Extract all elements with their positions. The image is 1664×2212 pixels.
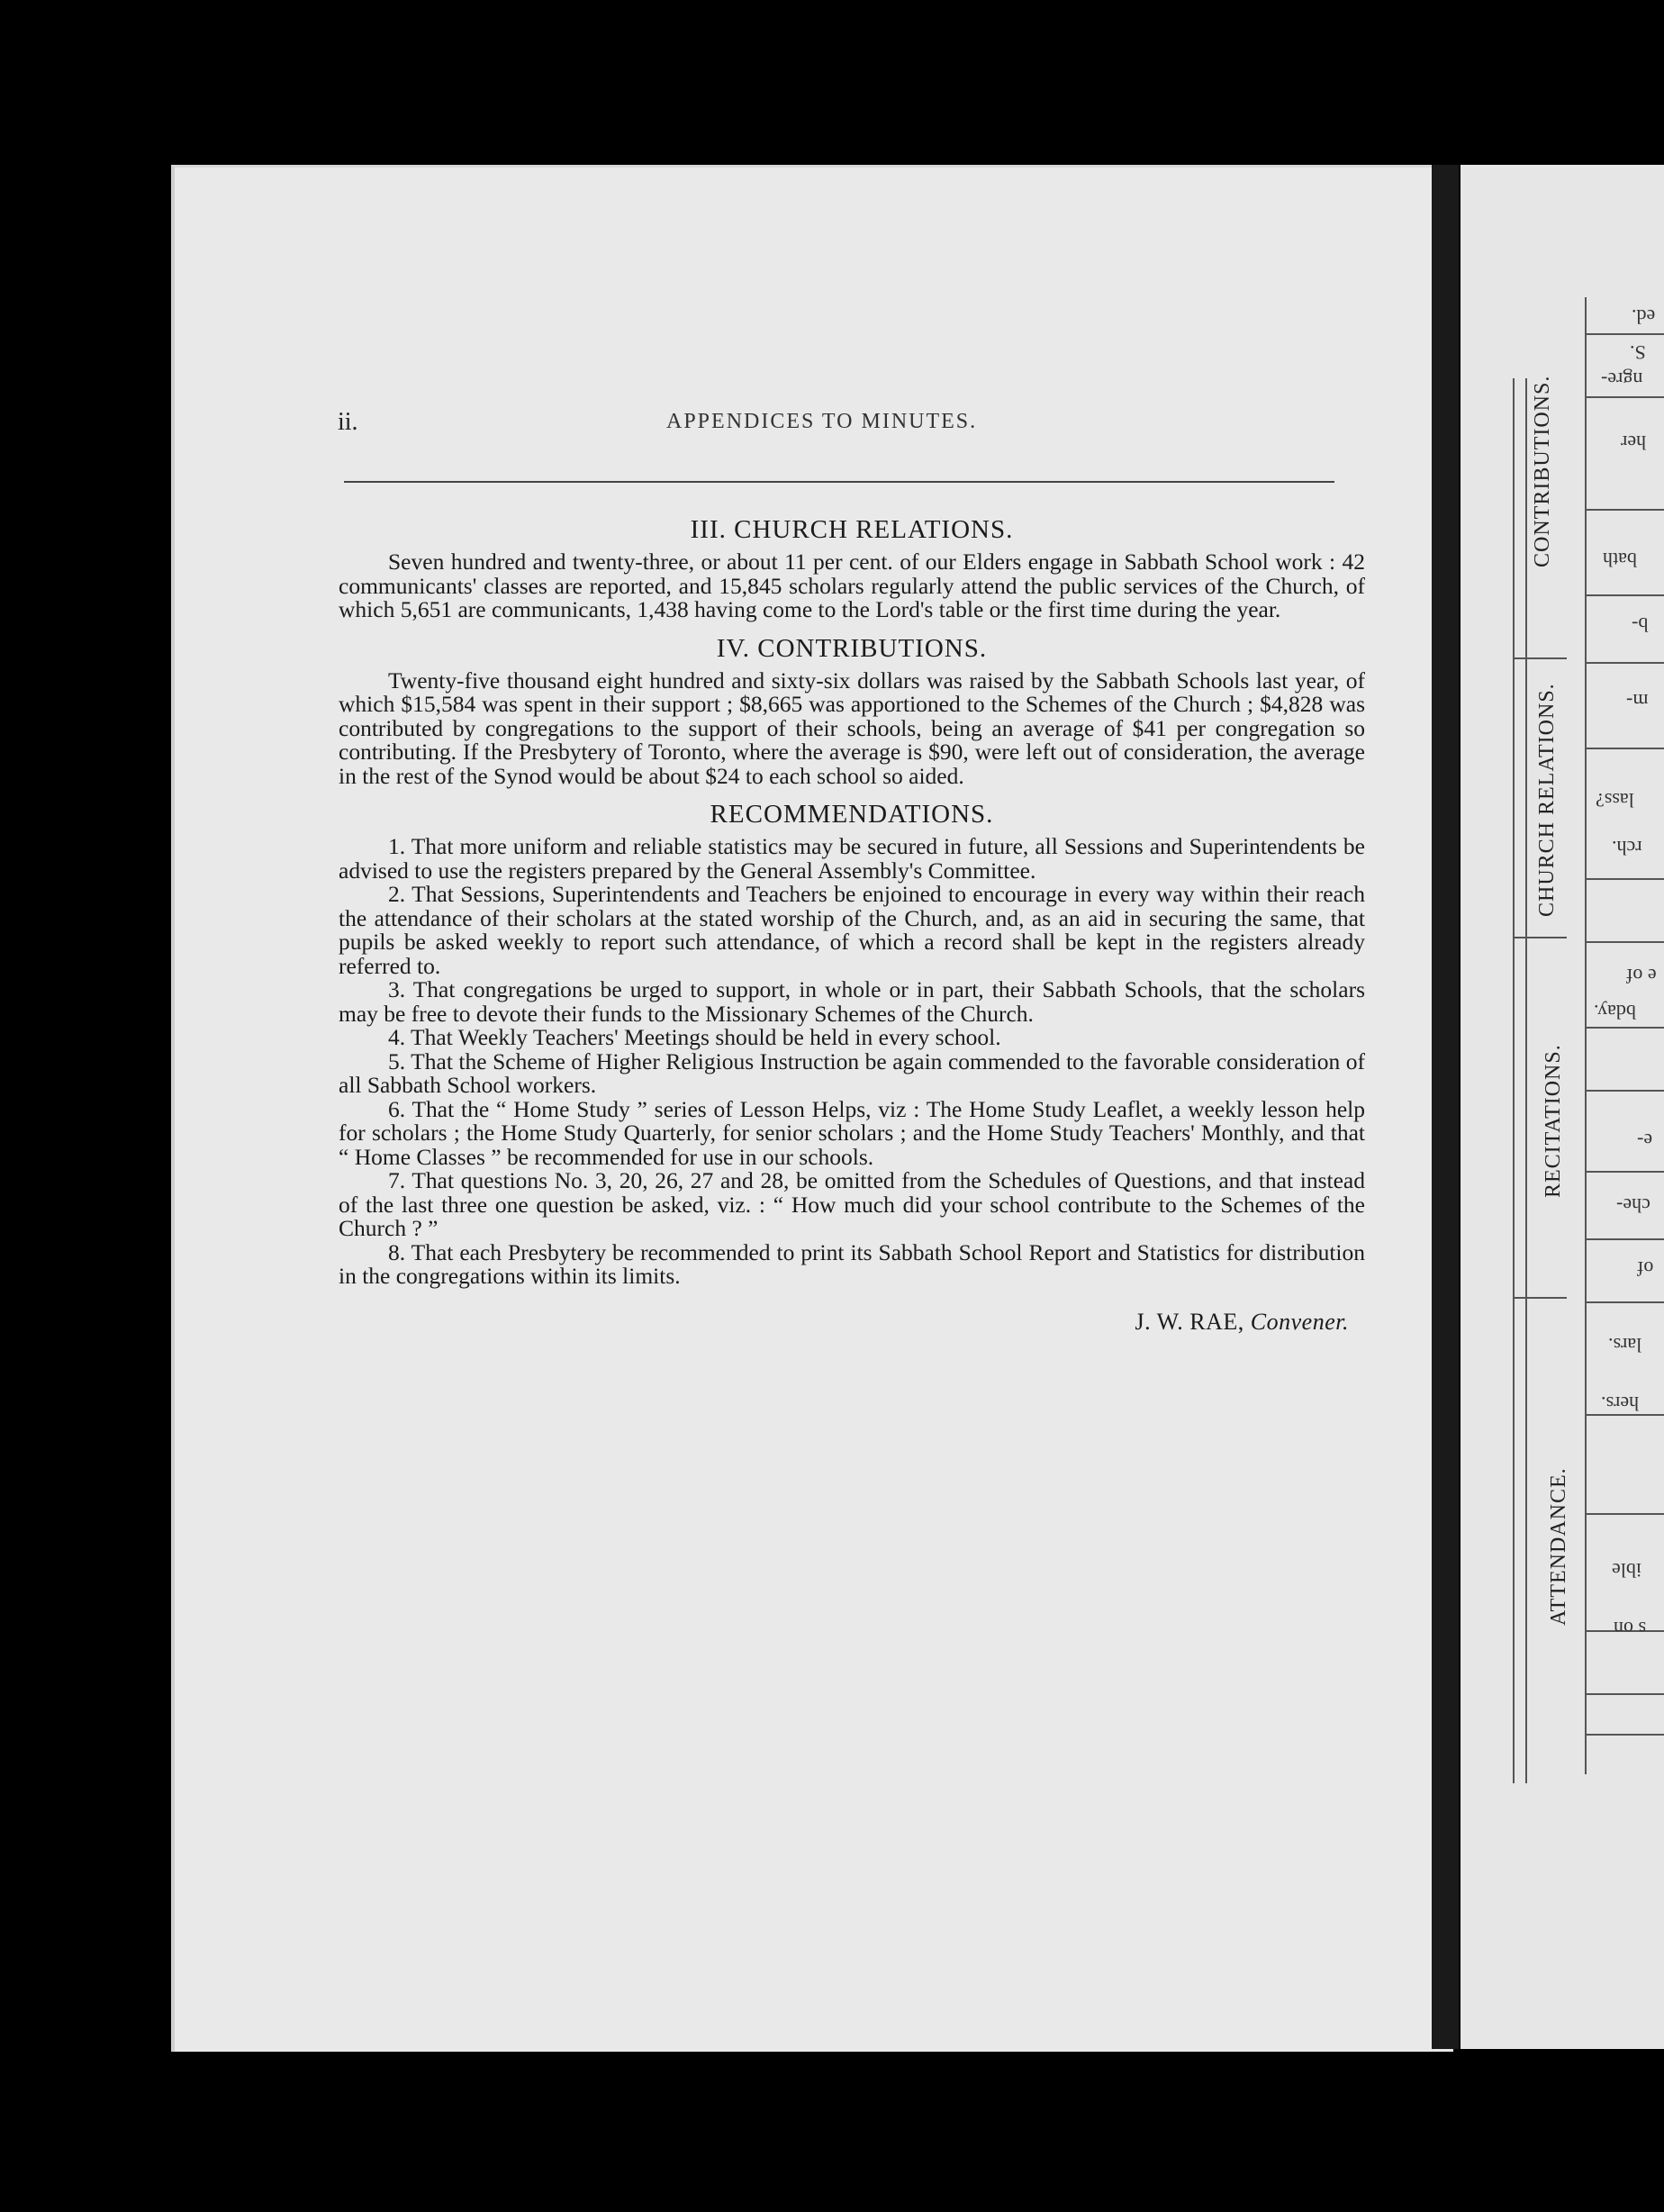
page-header xyxy=(180,408,1369,439)
facing-page-rule xyxy=(1585,396,1664,398)
facing-fragment: e of xyxy=(1626,965,1657,987)
facing-page-rule xyxy=(1585,1238,1664,1240)
facing-page-rule xyxy=(1585,1027,1664,1029)
contributions-title: IV. CONTRIBUTIONS. xyxy=(716,633,988,663)
facing-fragment: bath xyxy=(1603,548,1637,571)
facing-page-rule xyxy=(1513,657,1567,659)
facing-page-rule xyxy=(1585,748,1664,749)
facing-page-rule xyxy=(1585,1171,1664,1173)
facing-fragment: ngre- xyxy=(1601,368,1643,391)
facing-page-rule xyxy=(1585,1734,1664,1736)
facing-page-rule xyxy=(1585,1693,1664,1695)
recommendation-item: 1. That more uniform and reliable statistics may be secured in future, all Sessions and Superintendents be advised to use the registers prepared by the General Assembly's Committee. xyxy=(339,833,1365,884)
signature-name: J. W. RAE, xyxy=(1135,1308,1244,1335)
facing-page-rule xyxy=(1585,941,1664,943)
facing-fragment: hers. xyxy=(1601,1392,1640,1415)
church-relations-text: Seven hundred and twenty-three, or about 11 per cent. of our Elders engage in Sabbath School work : 42 communicants' classes are reported, and 15,845 scholars regularly attend the public services of the Church, of which 5,651 are communicants, 1,438 having come to the Lord's table or the first time during the year. xyxy=(339,548,1365,622)
facing-page-rule xyxy=(1585,509,1664,511)
signature xyxy=(339,1310,1365,1335)
facing-page-rule xyxy=(1585,878,1664,880)
facing-fragment: b- xyxy=(1632,613,1649,636)
facing-page-rule xyxy=(1585,1301,1664,1303)
facing-fragment: s on xyxy=(1614,1618,1647,1640)
facing-col-heading: RECITATIONS. xyxy=(1542,1044,1565,1198)
facing-page-rule xyxy=(1585,594,1664,596)
facing-page-rule xyxy=(1585,1513,1664,1515)
facing-fragment: of xyxy=(1637,1257,1654,1280)
running-head: APPENDICES TO MINUTES. xyxy=(666,410,978,433)
facing-page-rule xyxy=(1513,378,1515,1783)
recommendation-item: 8. That each Presbytery be recommended to print its Sabbath School Report and Statistics for distribution in the congregations within its limits. xyxy=(339,1238,1365,1289)
recommendation-item: 6. That the “ Home Study ” series of Lesson Helps, viz : The Home Study Leaflet, a weekly lesson help for scholars ; the Home Study Quarterly, for senior scholars ; and the Home Study Teachers' Monthly, and that “ Home Classes ” be recommended for use in our schools. xyxy=(339,1095,1365,1170)
facing-page-rule xyxy=(1513,937,1567,938)
book-gutter xyxy=(1432,165,1459,2049)
facing-page-rule xyxy=(1525,378,1527,1783)
facing-fragment: S. xyxy=(1630,341,1646,364)
header-rule xyxy=(344,481,1334,483)
facing-fragment: lass? xyxy=(1596,789,1634,811)
facing-col-heading: ATTENDANCE. xyxy=(1547,1467,1570,1626)
recommendations-title: RECOMMENDATIONS. xyxy=(710,800,994,829)
facing-fragment: ible xyxy=(1612,1559,1641,1582)
recommendation-item: 3. That congregations be urged to support, in whole or in part, their Sabbath Schools, that the scholars may be free to devote their funds to the Missionary Schemes of the Church. xyxy=(339,976,1365,1027)
page-body xyxy=(339,514,1365,1334)
facing-page-rule xyxy=(1585,297,1587,1774)
facing-col-heading: CHURCH RELATIONS. xyxy=(1535,683,1559,917)
facing-fragment: ed. xyxy=(1632,305,1656,328)
facing-fragment: bday. xyxy=(1594,1001,1636,1023)
recommendation-item: 2. That Sessions, Superintendents and Teachers be enjoined to encourage in every way within their reach the attendance of their scholars at the stated worship of the Church, and, as an aid in securing the same, that pupils be asked weekly to report such attendance, of which a record shall be kept in the registers already referred to. xyxy=(339,881,1365,979)
facing-col-heading: CONTRIBUTIONS. xyxy=(1531,375,1554,567)
facing-fragment: her xyxy=(1621,431,1647,454)
facing-page-rule xyxy=(1585,1090,1664,1092)
facing-page-rule xyxy=(1513,1297,1567,1299)
contributions-text: Twenty-five thousand eight hundred and sixty-six dollars was raised by the Sabbath Schools last year, of which $15,584 was spent in their support ; $8,665 was apportioned to the Schemes of the Church ; $4,828 was contributed by congregations to the support of their schools, being an average of $41 per congregation so contributing. If the Presbytery of Toronto, where the average is $90, were left out of consideration, the average in the rest of the Synod would be about $24 to each school so aided. xyxy=(339,666,1365,789)
page-number: ii. xyxy=(338,408,358,436)
recommendation-item: 7. That questions No. 3, 20, 26, 27 and 28, be omitted from the Schedules of Questions, and that instead of the last three one question be asked, viz. : “ How much did your school contribute to the Schemes of the Church ? ” xyxy=(339,1167,1365,1241)
facing-page-rule xyxy=(1585,333,1664,335)
facing-fragment: che- xyxy=(1616,1194,1650,1217)
recommendation-item: 5. That the Scheme of Higher Religious Instruction be again commended to the favorable consideration of all Sabbath School workers. xyxy=(339,1047,1365,1098)
church-relations-title: III. CHURCH RELATIONS. xyxy=(690,515,1014,544)
recommendation-item: 4. That Weekly Teachers' Meetings should be held in every school. xyxy=(388,1024,1001,1050)
facing-fragment: m- xyxy=(1626,690,1649,712)
facing-fragment: lars. xyxy=(1608,1334,1642,1356)
facing-fragment: rch. xyxy=(1612,837,1642,859)
signature-role: Convener. xyxy=(1250,1308,1349,1335)
facing-fragment: e- xyxy=(1637,1129,1653,1152)
facing-page-rule xyxy=(1585,662,1664,664)
